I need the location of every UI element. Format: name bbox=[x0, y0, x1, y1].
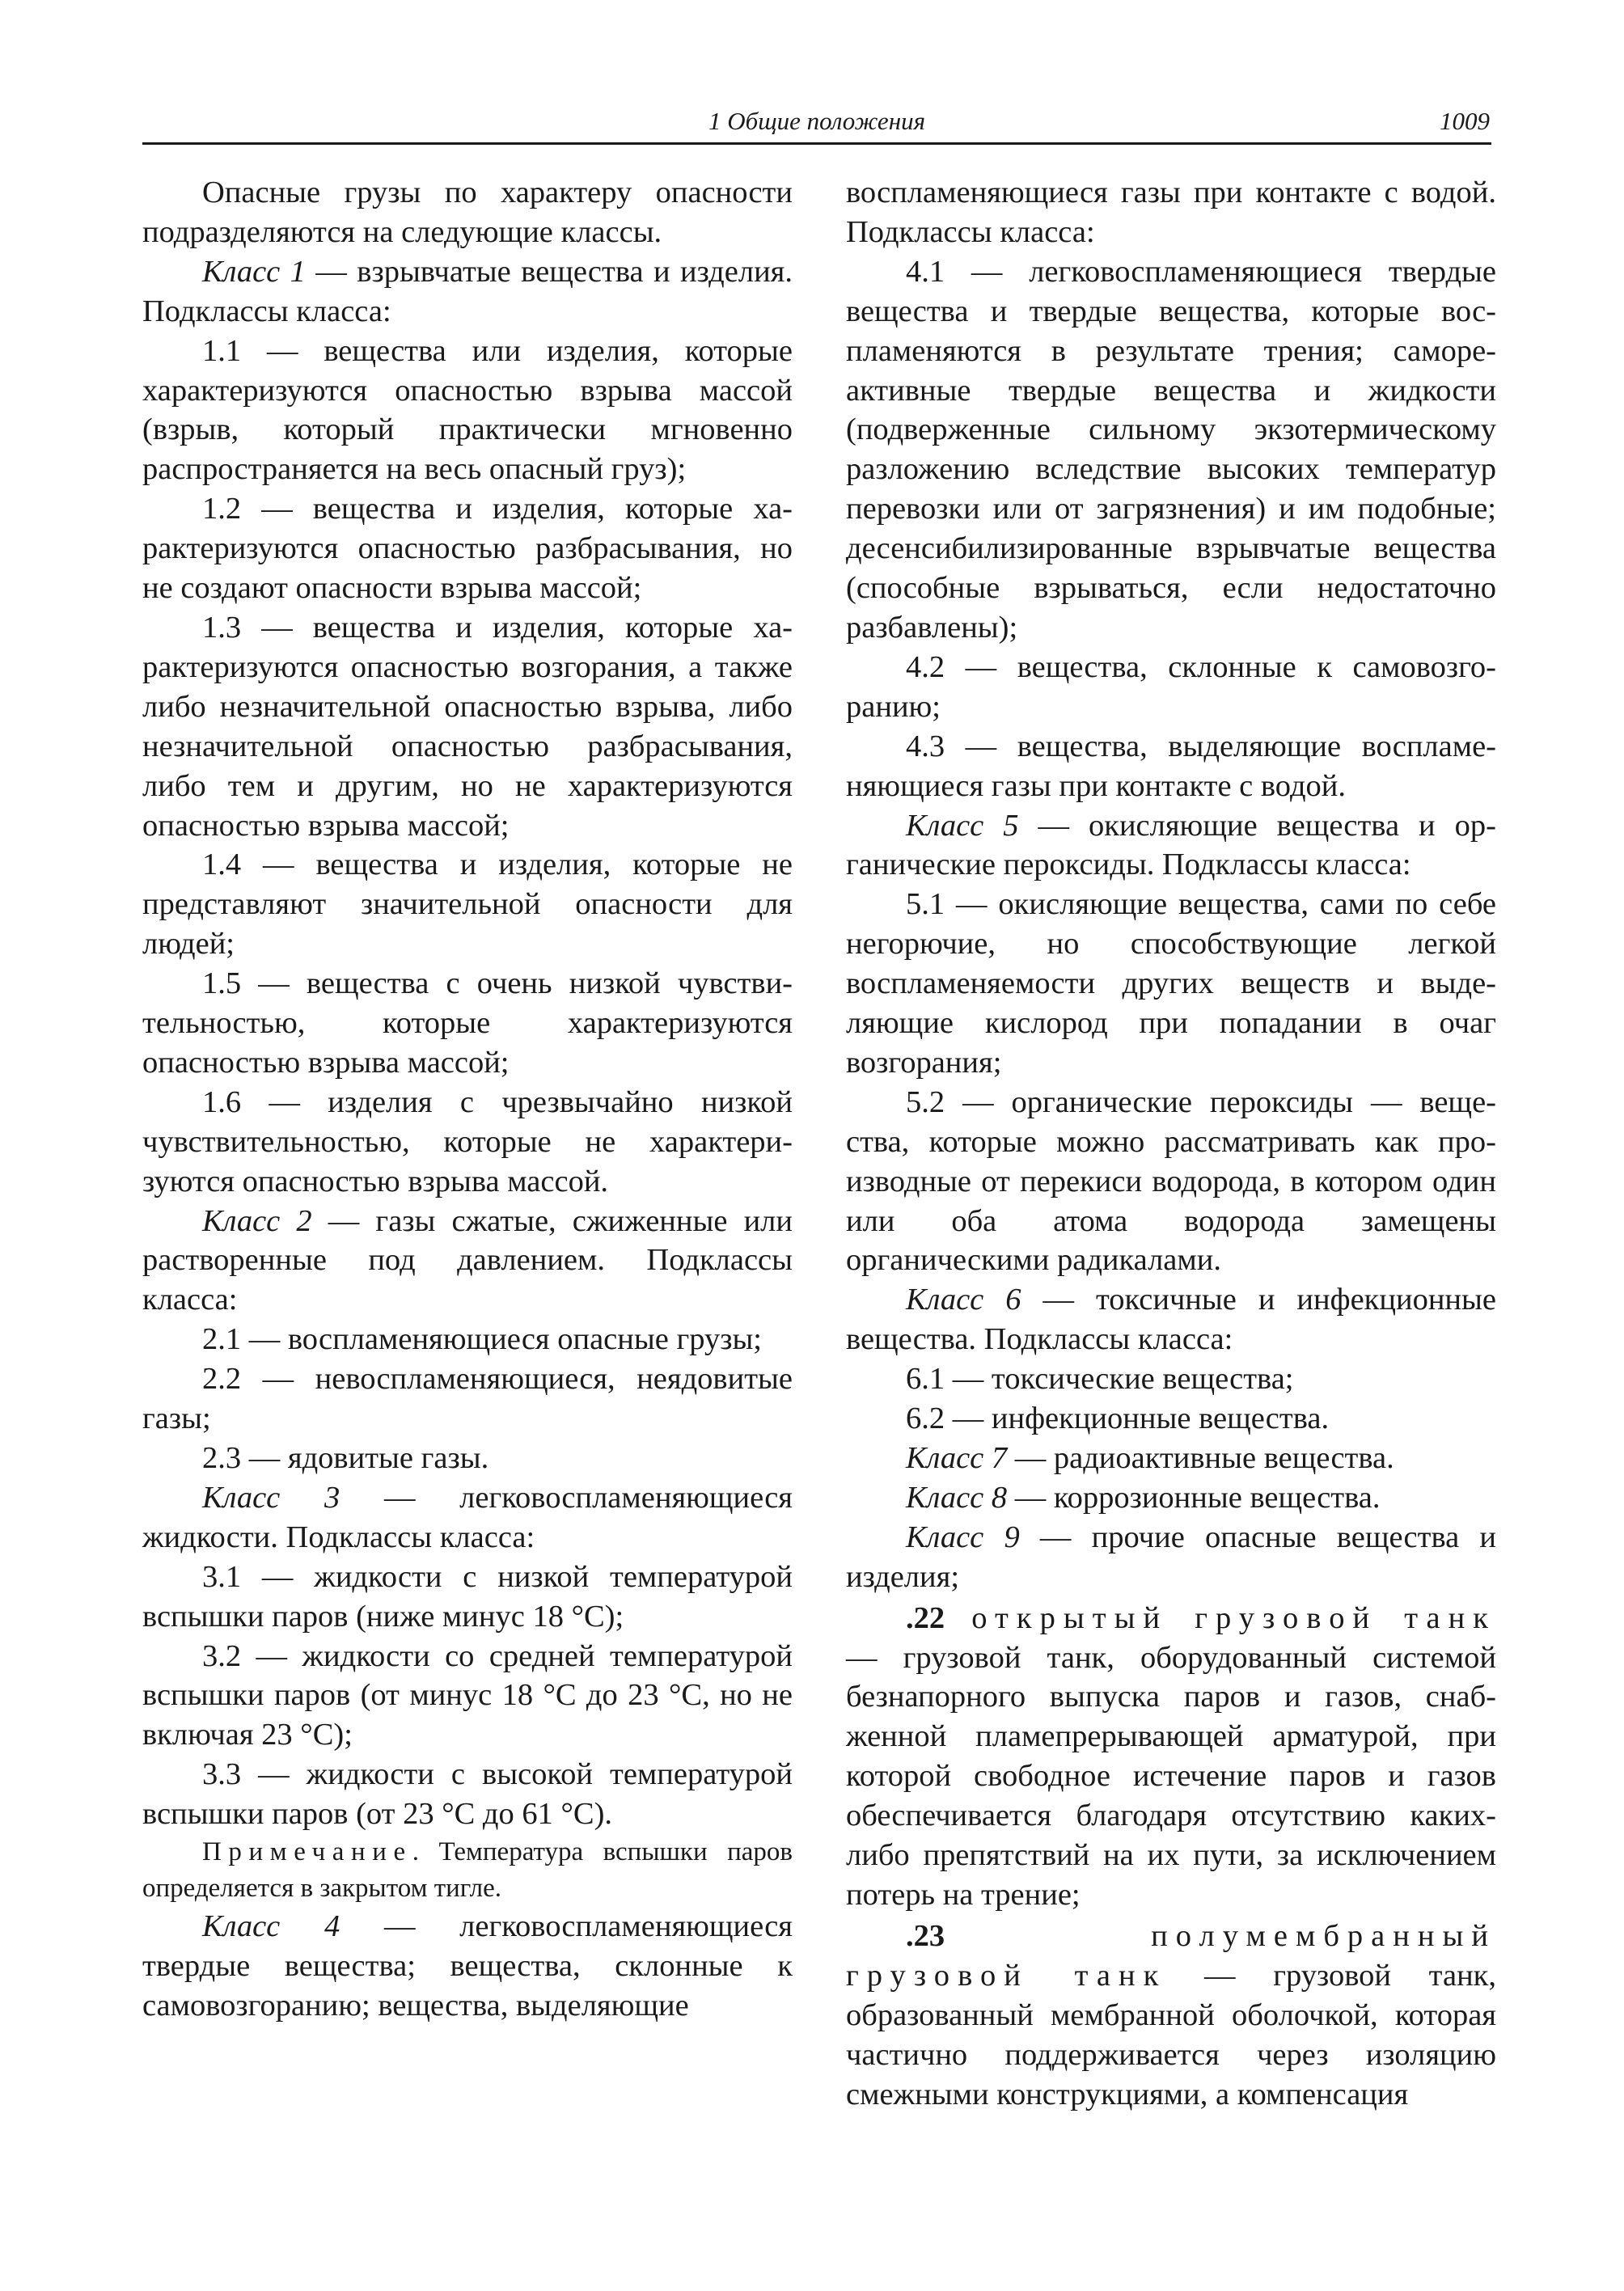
subclass-1-1: 1.1 — вещества или изделия, которые характеризуются опасностью взрыва массой (взрыв, который практически мгновенно распространяется на весь опасный груз); bbox=[142, 333, 793, 487]
subclass-1-5: 1.5 — вещества с очень низкой чувствительностью, которые характеризуются опасностью взрыва массой; bbox=[142, 966, 793, 1080]
class-5-paragraph bbox=[846, 806, 1496, 886]
class-2-paragraph bbox=[142, 1202, 793, 1321]
definition-23 bbox=[846, 1917, 1496, 2115]
subclass-4-1: 4.1 — легковоспламеняющиеся твердые вещества и твердые вещества, которые воспламеняются в результате трения; самореактивные твердые вещества и жидкости (подверженные сильному экзотермическому разложению вследствие высоких температур перевозки или от загрязнения) и им подобные; десенсибилизированные взрывчатые вещества (способные взрываться, если недостаточно разбавлены); bbox=[846, 254, 1496, 645]
note-label: Примечание bbox=[202, 1837, 412, 1867]
running-header bbox=[142, 105, 1491, 145]
right-column bbox=[846, 173, 1496, 2114]
class-1-text: — взрывчатые вещества и изделия. Подклассы класса: bbox=[142, 254, 793, 328]
class-7-text: — радиоактивные вещества. bbox=[1007, 1441, 1394, 1475]
subclass-2-2: 2.2 — невоспламеняющиеся, неядовитые газы; bbox=[142, 1362, 793, 1436]
subclass-4-3: 4.3 — вещества, выделяющие воспламеняющиеся газы при контакте с водой. bbox=[846, 729, 1496, 803]
page-number: 1009 bbox=[1440, 107, 1490, 135]
intro-paragraph: Опасные грузы по характеру опасности подразделяются на следующие классы. bbox=[142, 175, 793, 249]
subclass-1-4: 1.4 — вещества и изделия, которые не представляют значительной опасности для людей; bbox=[142, 848, 793, 962]
subclass-6-2: 6.2 — инфекционные вещества. bbox=[906, 1401, 1330, 1436]
class-3-paragraph bbox=[142, 1478, 793, 1558]
class-8-text: — коррозионные вещества. bbox=[1007, 1480, 1381, 1515]
subclass-3-2: 3.2 — жидкости со средней температурой вспышки паров (от минус 18 °С до 23 °С, но не включая 23 °С); bbox=[142, 1638, 793, 1752]
class-5-label: Класс 5 bbox=[906, 808, 1019, 843]
definition-22 bbox=[846, 1599, 1496, 1915]
subclass-4-2: 4.2 — вещества, склонные к самовозгоранию; bbox=[846, 649, 1496, 724]
class-7-paragraph bbox=[846, 1439, 1496, 1478]
class-3-text: — легковоспламеняющиеся жидкости. Подклассы класса: bbox=[142, 1480, 793, 1554]
note-text: . Температура вспышки паров определяется в закрытом тигле. bbox=[142, 1837, 793, 1904]
class-6-paragraph bbox=[846, 1280, 1496, 1359]
class-3-label: Класс 3 bbox=[202, 1480, 340, 1515]
subclass-3-1: 3.1 — жидкости с низкой температурой вспышки паров (ниже минус 18 °С); bbox=[142, 1559, 793, 1634]
class-2-label: Класс 2 bbox=[202, 1203, 312, 1238]
subclass-1-3: 1.3 — вещества и изделия, которые характеризуются опасностью возгорания, а также либо незначительной опасностью взрыва, либо незначительной опасностью разбрасывания, либо тем и другим, но не характеризуются опасностью взрыва массой; bbox=[142, 610, 793, 843]
subclass-2-3: 2.3 — ядовитые газы. bbox=[202, 1441, 489, 1475]
class-9-label: Класс 9 bbox=[906, 1520, 1020, 1554]
section-title: 1 Общие положения bbox=[708, 107, 925, 135]
definition-22-number: .22 bbox=[906, 1600, 945, 1635]
left-column bbox=[142, 173, 793, 2026]
class-6-text: — токсичные и инфекционные вещества. Подклассы класса: bbox=[846, 1283, 1496, 1357]
subclass-5-1: 5.1 — окисляющие вещества, сами по себе негорючие, но способствующие легкой воспламеняемости других веществ и выделяющие кислород при попадании в очаг возгорания; bbox=[846, 887, 1496, 1080]
definition-22-term: открытый грузовой танк bbox=[945, 1600, 1496, 1635]
subclass-2-1: 2.1 — воспламеняющиеся опасные грузы; bbox=[202, 1322, 763, 1357]
class-4-continuation: воспламеняющиеся газы при контакте с водой. Подклассы класса: bbox=[846, 175, 1496, 249]
note-paragraph bbox=[142, 1834, 793, 1907]
class-2-text: — газы сжатые, сжиженные или растворенные под давлением. Подклассы класса: bbox=[142, 1203, 793, 1317]
definition-23-number: .23 bbox=[906, 1918, 945, 1953]
class-4-text: — легковоспламеняющиеся твердые вещества; вещества, склонные к самовозгоранию; вещества, выделяющие bbox=[142, 1909, 793, 2023]
subclass-5-2: 5.2 — органические пероксиды — вещества, которые можно рассматривать как производные от перекиси водорода, в котором один или оба атома водорода замещены органическими радикалами. bbox=[846, 1084, 1496, 1278]
subclass-1-2: 1.2 — вещества и изделия, которые характеризуются опасностью разбрасывания, но не создают опасности взрыва массой; bbox=[142, 492, 793, 606]
subclass-6-1: 6.1 — токсические вещества; bbox=[906, 1362, 1294, 1397]
subclass-3-3: 3.3 — жидкости с высокой температурой вспышки паров (от 23 °С до 61 °С). bbox=[142, 1757, 793, 1832]
class-1-paragraph bbox=[142, 252, 793, 332]
class-6-label: Класс 6 bbox=[906, 1283, 1021, 1317]
definition-23-term: полумембранный грузовой танк bbox=[846, 1918, 1496, 1993]
class-4-label: Класс 4 bbox=[202, 1909, 340, 1944]
class-9-paragraph bbox=[846, 1518, 1496, 1597]
class-9-text: — прочие опасные вещества и изделия; bbox=[846, 1520, 1497, 1594]
class-1-label: Класс 1 bbox=[202, 254, 306, 289]
class-8-paragraph bbox=[846, 1478, 1496, 1518]
subclass-1-6: 1.6 — изделия с чрезвычайно низкой чувствительностью, которые не характеризуются опасностью взрыва массой. bbox=[142, 1084, 793, 1198]
class-5-text: — окисляющие вещества и органические пероксиды. Подклассы класса: bbox=[846, 808, 1496, 882]
definition-23-text: — грузовой танк, образованный мембранной оболочкой, которая частично поддерживается через изоляцию смежными конструкциями, а компенсация bbox=[846, 1958, 1496, 2111]
class-4-paragraph bbox=[142, 1907, 793, 2026]
definition-22-text: — грузовой танк, оборудованный системой безнапорного выпуска паров и газов, снабженной пламепрерывающей арматурой, при которой свободное истечение паров и газов обеспечивается благодаря отсутствию каких-либо препятствий на их пути, за исключением потерь на трение; bbox=[846, 1640, 1496, 1912]
class-8-label: Класс 8 bbox=[906, 1480, 1008, 1515]
class-7-label: Класс 7 bbox=[906, 1441, 1008, 1475]
